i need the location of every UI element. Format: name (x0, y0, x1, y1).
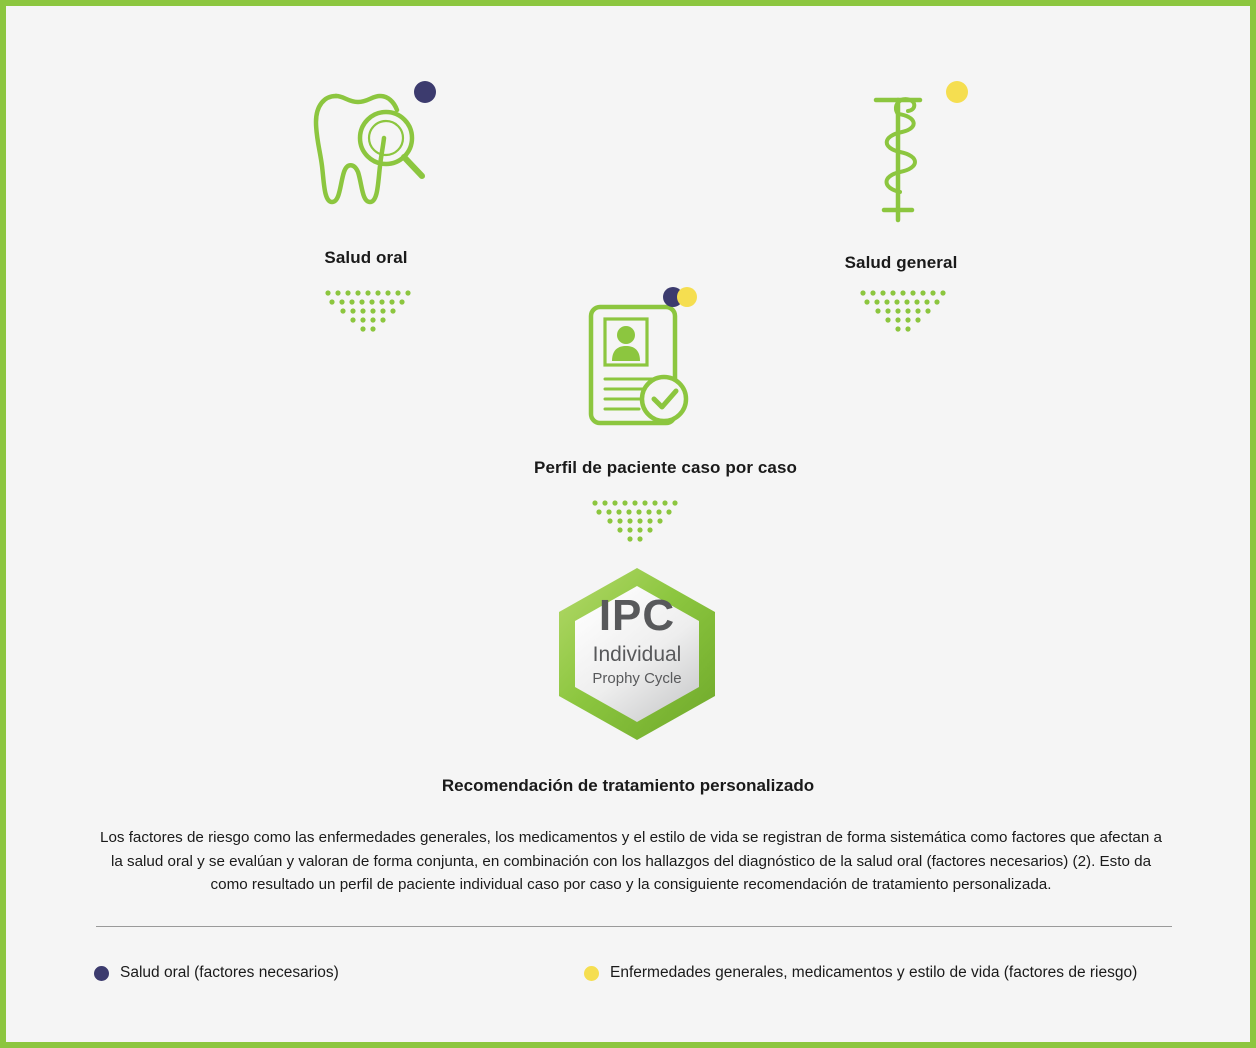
legend-bullet-yellow-icon (584, 966, 599, 981)
marker-dot-yellow-general (946, 81, 968, 103)
legend-item-salud-oral (94, 964, 339, 982)
node-label-perfil-paciente: Perfil de paciente caso por caso (534, 458, 798, 477)
marker-dot-yellow-profile (677, 287, 697, 307)
tooth-magnifier-icon (302, 84, 430, 219)
dotted-chevron-down-icon-general (857, 288, 947, 341)
diagram-node-salud-general (801, 84, 1001, 273)
ipc-subtitle-2: Prophy Cycle (592, 670, 682, 687)
dotted-chevron-down-icon-oral (322, 288, 412, 341)
asclepius-rod-icon-wrap (842, 84, 960, 229)
legend (94, 964, 1190, 994)
ipc-badge (551, 564, 723, 744)
divider (96, 926, 1172, 927)
legend-bullet-blue-icon (94, 966, 109, 981)
asclepius-rod-icon (842, 84, 960, 224)
legend-label-enfermedades-generales: Enfermedades generales, medicamentos y estilo de vida (factores de riesgo) (610, 964, 1138, 981)
recommendation-title: Recomendación de tratamiento personalizado (441, 776, 815, 795)
legend-item-enfermedades-generales (584, 964, 1137, 982)
hexagon-badge-icon (551, 564, 723, 744)
diagram-node-perfil-paciente (534, 291, 798, 478)
ipc-subtitle-1: Individual (592, 643, 682, 666)
marker-dot-blue-oral (414, 81, 436, 103)
tooth-magnifier-icon-wrap (302, 84, 430, 224)
description-text: Los factores de riesgo como las enfermedades generales, los medicamentos y el estilo de vida se registran de forma sistemática como factores que afectan a la salud oral y se evalúan y valoran de forma conjunta, en combinación con los hallazgos del diagnóstico de la salud oral (factores necesarios) (2). Esto da como resultado un perfil de paciente individual caso por caso y la consiguiente recomendación de tratamiento personalizada. (100, 829, 1162, 894)
node-label-salud-oral: Salud oral (324, 248, 408, 267)
patient-record-check-icon-wrap (569, 291, 699, 436)
legend-label-salud-oral: Salud oral (factores necesarios) (120, 964, 339, 981)
patient-record-check-icon (569, 291, 699, 431)
dotted-chevron-down-icon-profile (589, 498, 679, 551)
diagram-canvas (6, 6, 1250, 1042)
node-label-salud-general: Salud general (844, 253, 958, 272)
diagram-node-salud-oral (266, 84, 466, 268)
ipc-title: IPC (598, 591, 676, 640)
